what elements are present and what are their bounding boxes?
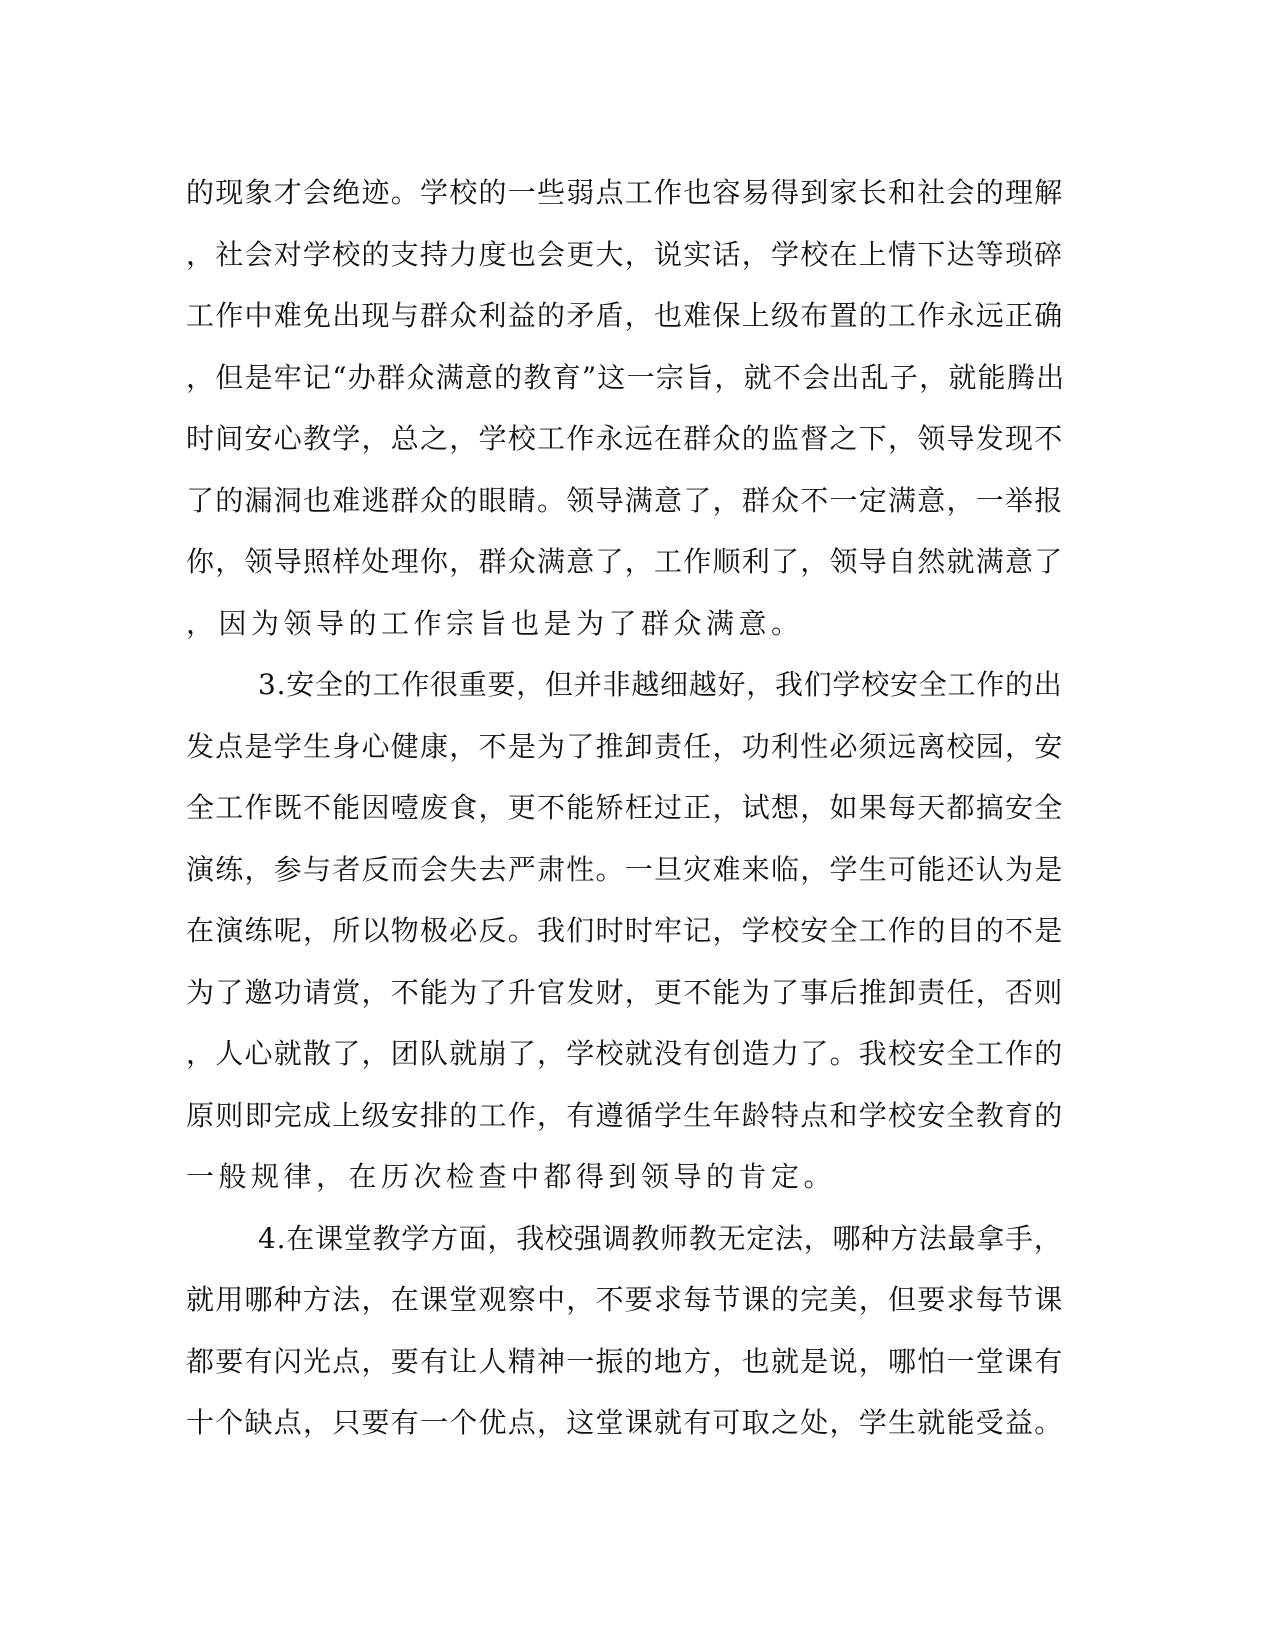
text-line: 全工作既不能因噎废食，更不能矫枉过正，试想，如果每天都搞安全 bbox=[186, 791, 1064, 824]
text-line: 工作中难免出现与群众利益的矛盾，也难保上级布置的工作永远正确 bbox=[186, 299, 1064, 332]
text-line: 原则即完成上级安排的工作，有遵循学生年龄特点和学校安全教育的 bbox=[186, 1098, 1064, 1132]
paragraph-first-line: 4.在课堂教学方面，我校强调教师教无定法，哪种方法最拿手， bbox=[258, 1221, 1063, 1255]
text-line: 一般规律，在历次检查中都得到领导的肯定。 bbox=[186, 1160, 837, 1193]
text-line: 为了邀功请赏，不能为了升官发财，更不能为了事后推卸责任，否则 bbox=[186, 975, 1064, 1009]
text-line: 演练，参与者反而会失去严肃性。一旦灾难来临，学生可能还认为是 bbox=[186, 852, 1064, 886]
text-line: ，但是牢记“办群众满意的教育”这一宗旨，就不会出乱子，就能腾出 bbox=[186, 360, 1066, 394]
text-line: 发点是学生身心健康，不是为了推卸责任，功利性必须远离校园，安 bbox=[186, 729, 1064, 763]
text-line: ，因为领导的工作宗旨也是为了群众满意。 bbox=[186, 606, 804, 640]
body-text bbox=[186, 162, 1066, 1454]
text-line: 了的漏洞也难逃群众的眼睛。领导满意了，群众不一定满意，一举报 bbox=[186, 483, 1064, 517]
text-line: 都要有闪光点，要有让人精神一振的地方，也就是说，哪怕一堂课有 bbox=[186, 1344, 1064, 1378]
paragraph-first-line: 3.安全的工作很重要，但并非越细越好，我们学校安全工作的出 bbox=[258, 668, 1063, 701]
text-line: 你，领导照样处理你，群众满意了，工作顺利了，领导自然就满意了 bbox=[186, 545, 1064, 578]
text-line: ，社会对学校的支持力度也会更大，说实话，学校在上情下达等琐碎 bbox=[186, 237, 1064, 271]
text-line: 就用哪种方法，在课堂观察中，不要求每节课的完美，但要求每节课 bbox=[186, 1283, 1064, 1316]
text-line: ，人心就散了，团队就崩了，学校就没有创造力了。我校安全工作的 bbox=[186, 1037, 1064, 1070]
text-line: 十个缺点，只要有一个优点，这堂课就有可取之处，学生就能受益。 bbox=[186, 1406, 1064, 1439]
text-line: 时间安心教学，总之，学校工作永远在群众的监督之下，领导发现不 bbox=[186, 422, 1064, 455]
text-line: 在演练呢，所以物极必反。我们时时牢记，学校安全工作的目的不是 bbox=[186, 914, 1064, 947]
text-line: 的现象才会绝迹。学校的一些弱点工作也容易得到家长和社会的理解 bbox=[186, 176, 1064, 209]
